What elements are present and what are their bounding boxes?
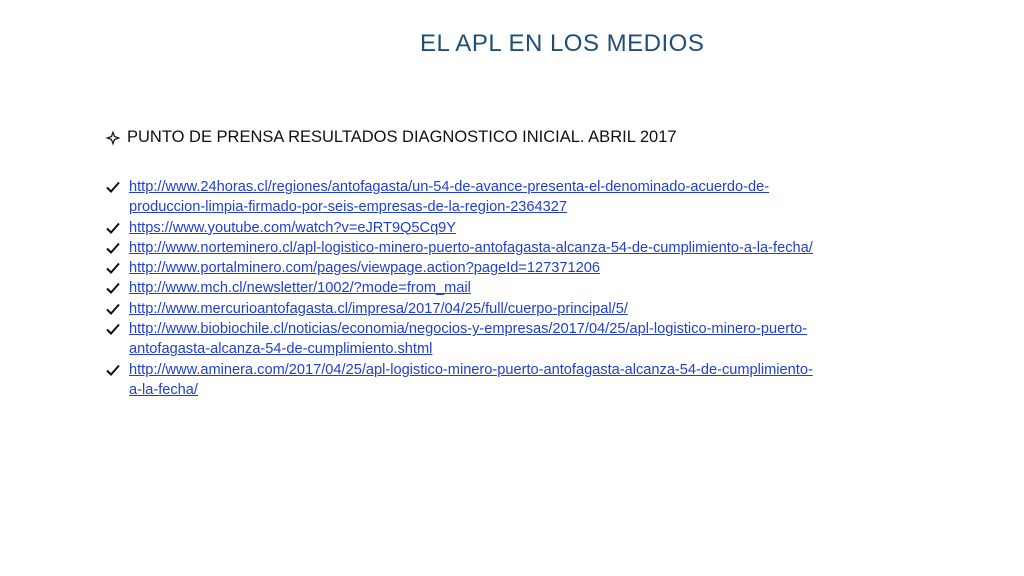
link-list [105,177,905,400]
checkmark-icon [105,177,129,197]
media-link-norteminero[interactable]: http://www.norteminero.cl/apl-logistico-minero-puerto-antofagasta-alcanza-54-de-cumplimiento-a-la-fecha/ [129,239,813,256]
section-heading-row [105,128,677,148]
list-item [105,177,905,218]
slide-title: EL APL EN LOS MEDIOS [420,30,705,57]
checkmark-icon [105,299,129,319]
section-heading: PUNTO DE PRENSA RESULTADOS DIAGNOSTICO INICIAL. ABRIL 2017 [127,128,677,146]
media-link-portalminero[interactable]: http://www.portalminero.com/pages/viewpage.action?pageId=127371206 [129,260,600,277]
media-link-mch[interactable]: http://www.mch.cl/newsletter/1002/?mode=from_mail [129,280,471,297]
media-link-youtube[interactable]: https://www.youtube.com/watch?v=eJRT9Q5Cq9Y [129,219,457,236]
list-item [105,319,905,360]
checkmark-icon [105,360,129,380]
checkmark-icon [105,258,129,278]
list-item [105,238,905,258]
list-item [105,278,905,298]
media-link-aminera[interactable]: http://www.aminera.com/2017/04/25/apl-logistico-minero-puerto-antofagasta-alcanza-54-de-cumplimiento- a-la-fecha/ [129,361,813,398]
media-link-24horas[interactable]: http://www.24horas.cl/regiones/antofagasta/un-54-de-avance-presenta-el-denominado-acuerdo-de- produccion-limpia-firmado-por-seis-empresas-de-la-region-2364327 [129,179,770,216]
list-item [105,360,905,401]
checkmark-icon [105,319,129,339]
media-link-mercurio[interactable]: http://www.mercurioantofagasta.cl/impresa/2017/04/25/full/cuerpo-principal/5/ [129,300,628,317]
checkmark-icon [105,278,129,298]
list-item [105,218,905,238]
diamond-bullet-icon [105,128,127,148]
checkmark-icon [105,218,129,238]
media-link-biobiochile[interactable]: http://www.biobiochile.cl/noticias/economia/negocios-y-empresas/2017/04/25/apl-logistico-minero-puerto- antofagasta-alcanza-54-de-cumplimiento.shtml [129,321,808,358]
list-item [105,299,905,319]
checkmark-icon [105,238,129,258]
list-item [105,258,905,278]
